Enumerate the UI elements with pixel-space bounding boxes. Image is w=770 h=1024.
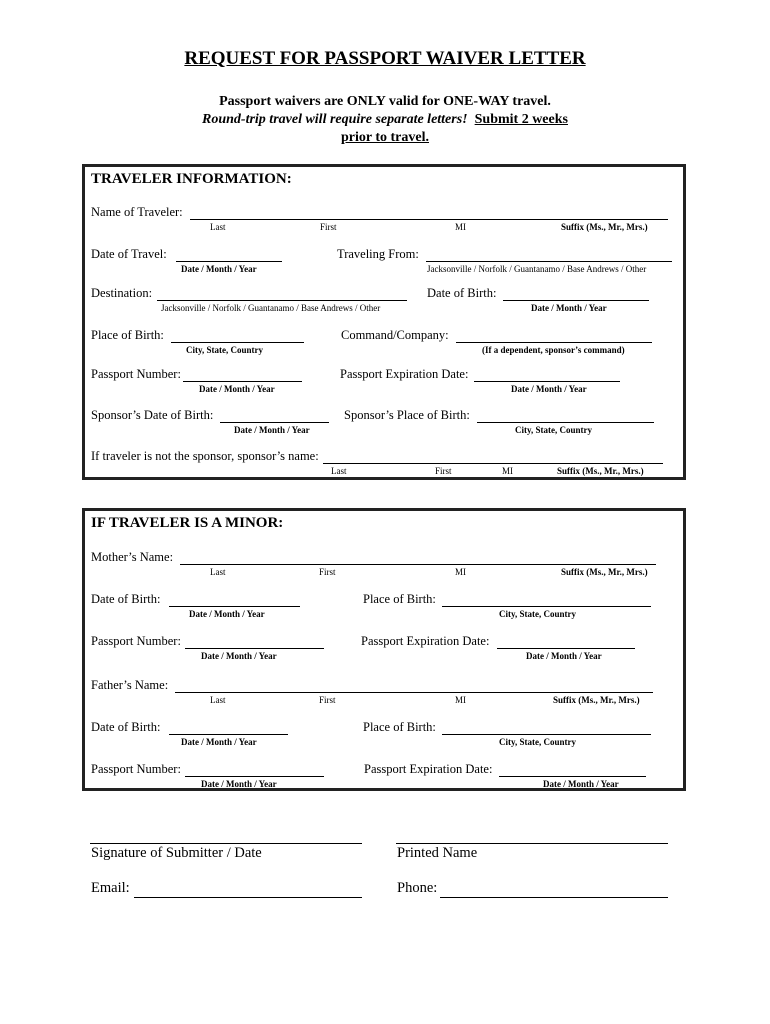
traveler-passport-exp-hint: Date / Month / Year: [511, 384, 587, 394]
destination-hint: Jacksonville / Norfolk / Guantanamo / Base Andrews / Other: [161, 303, 381, 313]
father-dob-field[interactable]: [169, 734, 288, 735]
father-name-hint-last: Last: [210, 695, 226, 705]
father-pob-field[interactable]: [442, 734, 651, 735]
date-of-travel-label: Date of Travel:: [91, 247, 167, 261]
date-of-travel-hint: Date / Month / Year: [181, 264, 257, 274]
mother-passport-exp-field[interactable]: [497, 648, 635, 649]
father-name-field[interactable]: [175, 692, 653, 693]
traveler-name-hint-suffix: Suffix (Ms., Mr., Mrs.): [561, 222, 648, 232]
command-company-label: Command/Company:: [341, 328, 449, 342]
sponsor-dob-label: Sponsor’s Date of Birth:: [91, 408, 214, 422]
signature-label: Signature of Submitter / Date: [91, 845, 262, 861]
minor-information-section: [82, 508, 686, 791]
father-passport-exp-hint: Date / Month / Year: [543, 779, 619, 789]
signature-field[interactable]: [90, 843, 362, 844]
mother-passport-exp-hint: Date / Month / Year: [526, 651, 602, 661]
traveler-dob-field[interactable]: [503, 300, 649, 301]
printed-name-field[interactable]: [396, 843, 668, 844]
mother-name-hint-first: First: [319, 567, 336, 577]
sponsor-pob-hint: City, State, Country: [515, 425, 592, 435]
traveler-name-hint-last: Last: [210, 222, 226, 232]
printed-name-label: Printed Name: [397, 845, 478, 861]
mother-pob-field[interactable]: [442, 606, 651, 607]
traveler-pob-label: Place of Birth:: [91, 328, 164, 342]
mother-name-hint-last: Last: [210, 567, 226, 577]
traveler-passport-exp-label: Passport Expiration Date:: [340, 367, 469, 381]
intro-italic-note: Round-trip travel will require separate letters!: [202, 112, 468, 127]
traveling-from-label: Traveling From:: [337, 247, 419, 261]
mother-passport-number-hint: Date / Month / Year: [201, 651, 277, 661]
traveler-pob-field[interactable]: [171, 342, 304, 343]
mother-name-field[interactable]: [180, 564, 656, 565]
father-name-hint-suffix: Suffix (Ms., Mr., Mrs.): [553, 695, 640, 705]
father-passport-exp-field[interactable]: [499, 776, 646, 777]
father-pob-hint: City, State, Country: [499, 737, 576, 747]
mother-dob-label: Date of Birth:: [91, 592, 161, 606]
command-company-field[interactable]: [456, 342, 652, 343]
traveling-from-hint: Jacksonville / Norfolk / Guantanamo / Base Andrews / Other: [427, 264, 647, 274]
sponsor-name-label: If traveler is not the sponsor, sponsor’s name:: [91, 449, 319, 463]
destination-field[interactable]: [157, 300, 407, 301]
intro-line-3: prior to travel.: [341, 130, 429, 145]
intro-line-1: Passport waivers are ONLY valid for ONE-WAY travel.: [219, 94, 551, 109]
traveling-from-field[interactable]: [426, 261, 672, 262]
father-passport-exp-label: Passport Expiration Date:: [364, 762, 493, 776]
destination-label: Destination:: [91, 286, 153, 300]
mother-dob-hint: Date / Month / Year: [189, 609, 265, 619]
sponsor-name-hint-first: First: [435, 466, 452, 476]
sponsor-dob-field[interactable]: [220, 422, 329, 423]
traveler-passport-number-hint: Date / Month / Year: [199, 384, 275, 394]
traveler-passport-number-label: Passport Number:: [91, 367, 181, 381]
minor-section-heading: IF TRAVELER IS A MINOR:: [91, 515, 284, 531]
traveler-name-hint-mi: MI: [455, 222, 466, 232]
sponsor-dob-hint: Date / Month / Year: [234, 425, 310, 435]
father-passport-number-hint: Date / Month / Year: [201, 779, 277, 789]
mother-passport-number-label: Passport Number:: [91, 634, 181, 648]
page-title: REQUEST FOR PASSPORT WAIVER LETTER: [184, 48, 586, 69]
phone-label: Phone:: [397, 880, 438, 896]
sponsor-pob-label: Sponsor’s Place of Birth:: [344, 408, 470, 422]
mother-pob-hint: City, State, Country: [499, 609, 576, 619]
mother-name-label: Mother’s Name:: [91, 550, 174, 564]
father-name-hint-first: First: [319, 695, 336, 705]
sponsor-name-hint-last: Last: [331, 466, 347, 476]
traveler-dob-label: Date of Birth:: [427, 286, 497, 300]
father-dob-label: Date of Birth:: [91, 720, 161, 734]
traveler-name-label: Name of Traveler:: [91, 205, 183, 219]
phone-field[interactable]: [440, 897, 668, 898]
sponsor-name-hint-suffix: Suffix (Ms., Mr., Mrs.): [557, 466, 644, 476]
father-passport-number-field[interactable]: [185, 776, 324, 777]
traveler-section-heading: TRAVELER INFORMATION:: [91, 171, 292, 187]
command-company-hint: (If a dependent, sponsor’s command): [482, 345, 625, 355]
traveler-passport-number-field[interactable]: [183, 381, 302, 382]
father-name-hint-mi: MI: [455, 695, 466, 705]
sponsor-name-field[interactable]: [323, 463, 663, 464]
mother-name-hint-suffix: Suffix (Ms., Mr., Mrs.): [561, 567, 648, 577]
traveler-pob-hint: City, State, Country: [186, 345, 263, 355]
intro-deadline: Submit 2 weeks: [474, 112, 568, 127]
father-dob-hint: Date / Month / Year: [181, 737, 257, 747]
sponsor-name-hint-mi: MI: [502, 466, 513, 476]
father-pob-label: Place of Birth:: [363, 720, 436, 734]
mother-pob-label: Place of Birth:: [363, 592, 436, 606]
mother-passport-number-field[interactable]: [185, 648, 324, 649]
father-name-label: Father’s Name:: [91, 678, 169, 692]
email-field[interactable]: [134, 897, 362, 898]
mother-passport-exp-label: Passport Expiration Date:: [361, 634, 490, 648]
traveler-name-hint-first: First: [320, 222, 337, 232]
email-label: Email:: [91, 880, 130, 896]
father-passport-number-label: Passport Number:: [91, 762, 181, 776]
traveler-information-section: [82, 164, 686, 480]
date-of-travel-field[interactable]: [176, 261, 282, 262]
traveler-passport-exp-field[interactable]: [474, 381, 620, 382]
mother-dob-field[interactable]: [169, 606, 300, 607]
mother-name-hint-mi: MI: [455, 567, 466, 577]
sponsor-pob-field[interactable]: [477, 422, 654, 423]
traveler-name-field[interactable]: [190, 219, 668, 220]
intro-line-2: [0, 112, 770, 128]
traveler-dob-hint: Date / Month / Year: [531, 303, 607, 313]
